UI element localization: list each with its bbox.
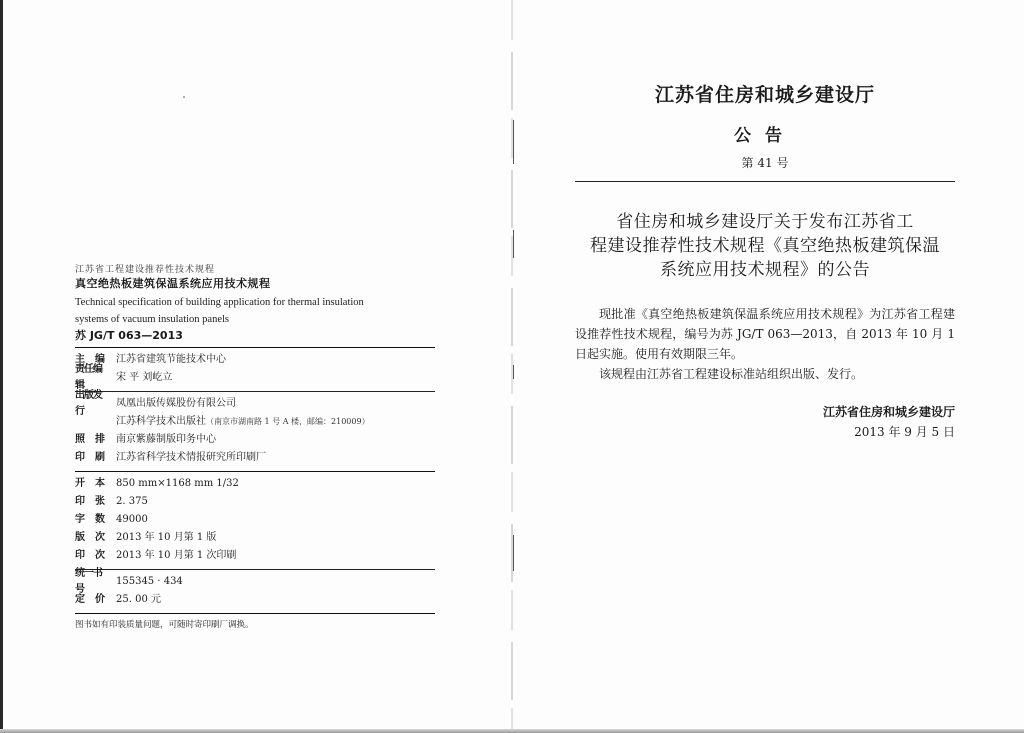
publishing-group	[75, 390, 435, 470]
colophon-row	[75, 351, 435, 369]
signature-org: 江苏省住房和城乡建设厅	[822, 405, 955, 419]
colophon-value-text: 2013 年 10 月第 1 次印刷	[116, 550, 237, 561]
scan-edge	[0, 0, 3, 733]
colophon-value	[116, 574, 183, 590]
colophon-key-char: 价	[95, 594, 105, 605]
colophon-value-text: 2013 年 10 月第 1 版	[116, 532, 217, 543]
subject-line: 系统应用技术规程》的公告	[660, 260, 870, 280]
colophon-key-char: 张	[95, 496, 105, 507]
book-title-en-1: Technical specification of building application for thermal insulation	[75, 297, 364, 308]
divider	[75, 347, 435, 348]
colophon-key-text: 出版发行	[75, 390, 102, 417]
issue-number: 第 41 号	[741, 156, 789, 170]
colophon-key-char: 主	[75, 354, 85, 365]
colophon-value-text: 25. 00 元	[116, 594, 161, 605]
colophon-value-text: 2. 375	[116, 496, 148, 507]
pricing-group	[75, 568, 435, 612]
colophon-key	[75, 432, 105, 448]
colophon-key-char: 印	[75, 550, 85, 561]
colophon-key-char: 次	[95, 550, 105, 561]
colophon-value-text: 凤凰出版传媒股份有限公司	[116, 398, 236, 409]
colophon-key	[75, 450, 105, 466]
colophon-key	[75, 476, 105, 492]
publisher-address: （南京市湖南路 1 号 A 楼，邮编：210009）	[206, 417, 370, 426]
colophon-row	[75, 547, 435, 565]
colophon-key-char: 印	[75, 496, 85, 507]
colophon-key	[75, 494, 105, 510]
divider	[75, 613, 435, 614]
quality-note: 图书如有印装质量问题，可随时寄印刷厂调换。	[75, 620, 254, 630]
colophon-key-char: 编	[95, 354, 105, 365]
colophon-row	[75, 568, 435, 595]
divider	[575, 181, 955, 182]
colophon-value	[116, 592, 161, 608]
colophon-key	[75, 548, 105, 564]
gutter-mark	[513, 120, 514, 164]
colophon-value-text: 49000	[116, 514, 148, 525]
colophon-key-char: 定	[75, 594, 85, 605]
colophon-value-text: 南京紫藤制版印务中心	[116, 434, 216, 445]
colophon-key	[75, 592, 105, 608]
colophon-key	[75, 530, 105, 546]
gutter-mark	[513, 365, 514, 379]
scan-speck	[183, 96, 185, 98]
standard-number: 苏 JG/T 063—2013	[75, 329, 183, 342]
colophon-key-char: 排	[95, 434, 105, 445]
series-name: 江苏省工程建设推荐性技术规程	[75, 265, 216, 275]
colophon-row	[75, 431, 435, 449]
book-title-en-2: systems of vacuum insulation panels	[75, 314, 229, 325]
colophon-value-text: 宋 平 刘屹立	[116, 372, 173, 383]
announcement	[575, 80, 955, 442]
colophon-key-char: 印	[75, 452, 85, 463]
colophon-key-char: 本	[95, 478, 105, 489]
colophon-value-text: 江苏省建筑节能技术中心	[116, 354, 226, 365]
colophon-value	[116, 476, 239, 492]
colophon-value-text: 江苏科学技术出版社	[116, 416, 206, 427]
colophon-row	[75, 493, 435, 511]
colophon-key-char: 照	[75, 434, 85, 445]
colophon-key	[75, 512, 105, 528]
colophon-key-char: 开	[75, 478, 85, 489]
colophon-key-text: 责任编辑	[75, 364, 102, 391]
body-paragraph: 该规程由江苏省工程建设标准站组织出版、发行。	[599, 367, 864, 381]
colophon-row	[75, 449, 435, 467]
colophon-value	[116, 450, 266, 466]
colophon-key-char: 版	[75, 532, 85, 543]
colophon-key-char: 数	[95, 514, 105, 525]
colophon-row	[75, 511, 435, 529]
colophon-key-text: 统一书号	[75, 568, 102, 595]
colophon-value	[116, 352, 226, 368]
colophon-row	[75, 529, 435, 547]
book-title-cn: 真空绝热板建筑保温系统应用技术规程	[75, 277, 271, 290]
colophon-value	[116, 414, 370, 430]
colophon-key-char: 字	[75, 514, 85, 525]
specs-group	[75, 473, 435, 568]
colophon-key	[75, 388, 105, 420]
divider	[75, 569, 435, 570]
colophon-value	[116, 512, 148, 528]
colophon-row	[75, 591, 435, 609]
gutter-mark	[513, 535, 514, 571]
colophon	[75, 262, 435, 631]
colophon-value	[116, 548, 236, 564]
colophon-key-char: 刷	[95, 452, 105, 463]
colophon-key-char: 次	[95, 532, 105, 543]
signature	[575, 402, 955, 442]
scan-bottom-edge	[0, 729, 1024, 733]
colophon-value	[116, 432, 216, 448]
colophon-value-text: 江苏省科学技术情报研究所印刷厂	[116, 452, 266, 463]
editors-group	[75, 349, 435, 390]
colophon-row	[75, 413, 435, 431]
colophon-row	[75, 364, 435, 391]
announcement-body	[575, 304, 955, 384]
colophon-value	[116, 396, 236, 412]
body-paragraph: 现批准《真空绝热板建筑保温系统应用技术规程》为江苏省工程建设推荐性技术规程，编号为苏 JG/T 063—2013，自 2013 年 10 月 1 日起实施。使用有效期限三年。	[575, 307, 955, 361]
announcement-heading: 公告	[734, 126, 796, 146]
announcement-subject	[575, 210, 955, 282]
divider	[75, 471, 435, 472]
gutter-mark	[513, 230, 514, 258]
colophon-value-text: 155345 · 434	[116, 576, 183, 587]
colophon-value	[116, 530, 216, 546]
divider	[75, 391, 435, 392]
subject-line: 程建设推荐性技术规程《真空绝热板建筑保温	[590, 236, 940, 256]
colophon-row	[75, 390, 435, 417]
agency-name: 江苏省住房和城乡建设厅	[654, 84, 875, 106]
colophon-value	[116, 370, 172, 386]
colophon-row	[75, 475, 435, 493]
colophon-value-text: 850 mm×1168 mm 1/32	[116, 478, 239, 489]
colophon-value	[116, 494, 148, 510]
signature-date: 2013 年 9 月 5 日	[854, 425, 955, 439]
subject-line: 省住房和城乡建设厅关于发布江苏省工	[616, 212, 914, 232]
